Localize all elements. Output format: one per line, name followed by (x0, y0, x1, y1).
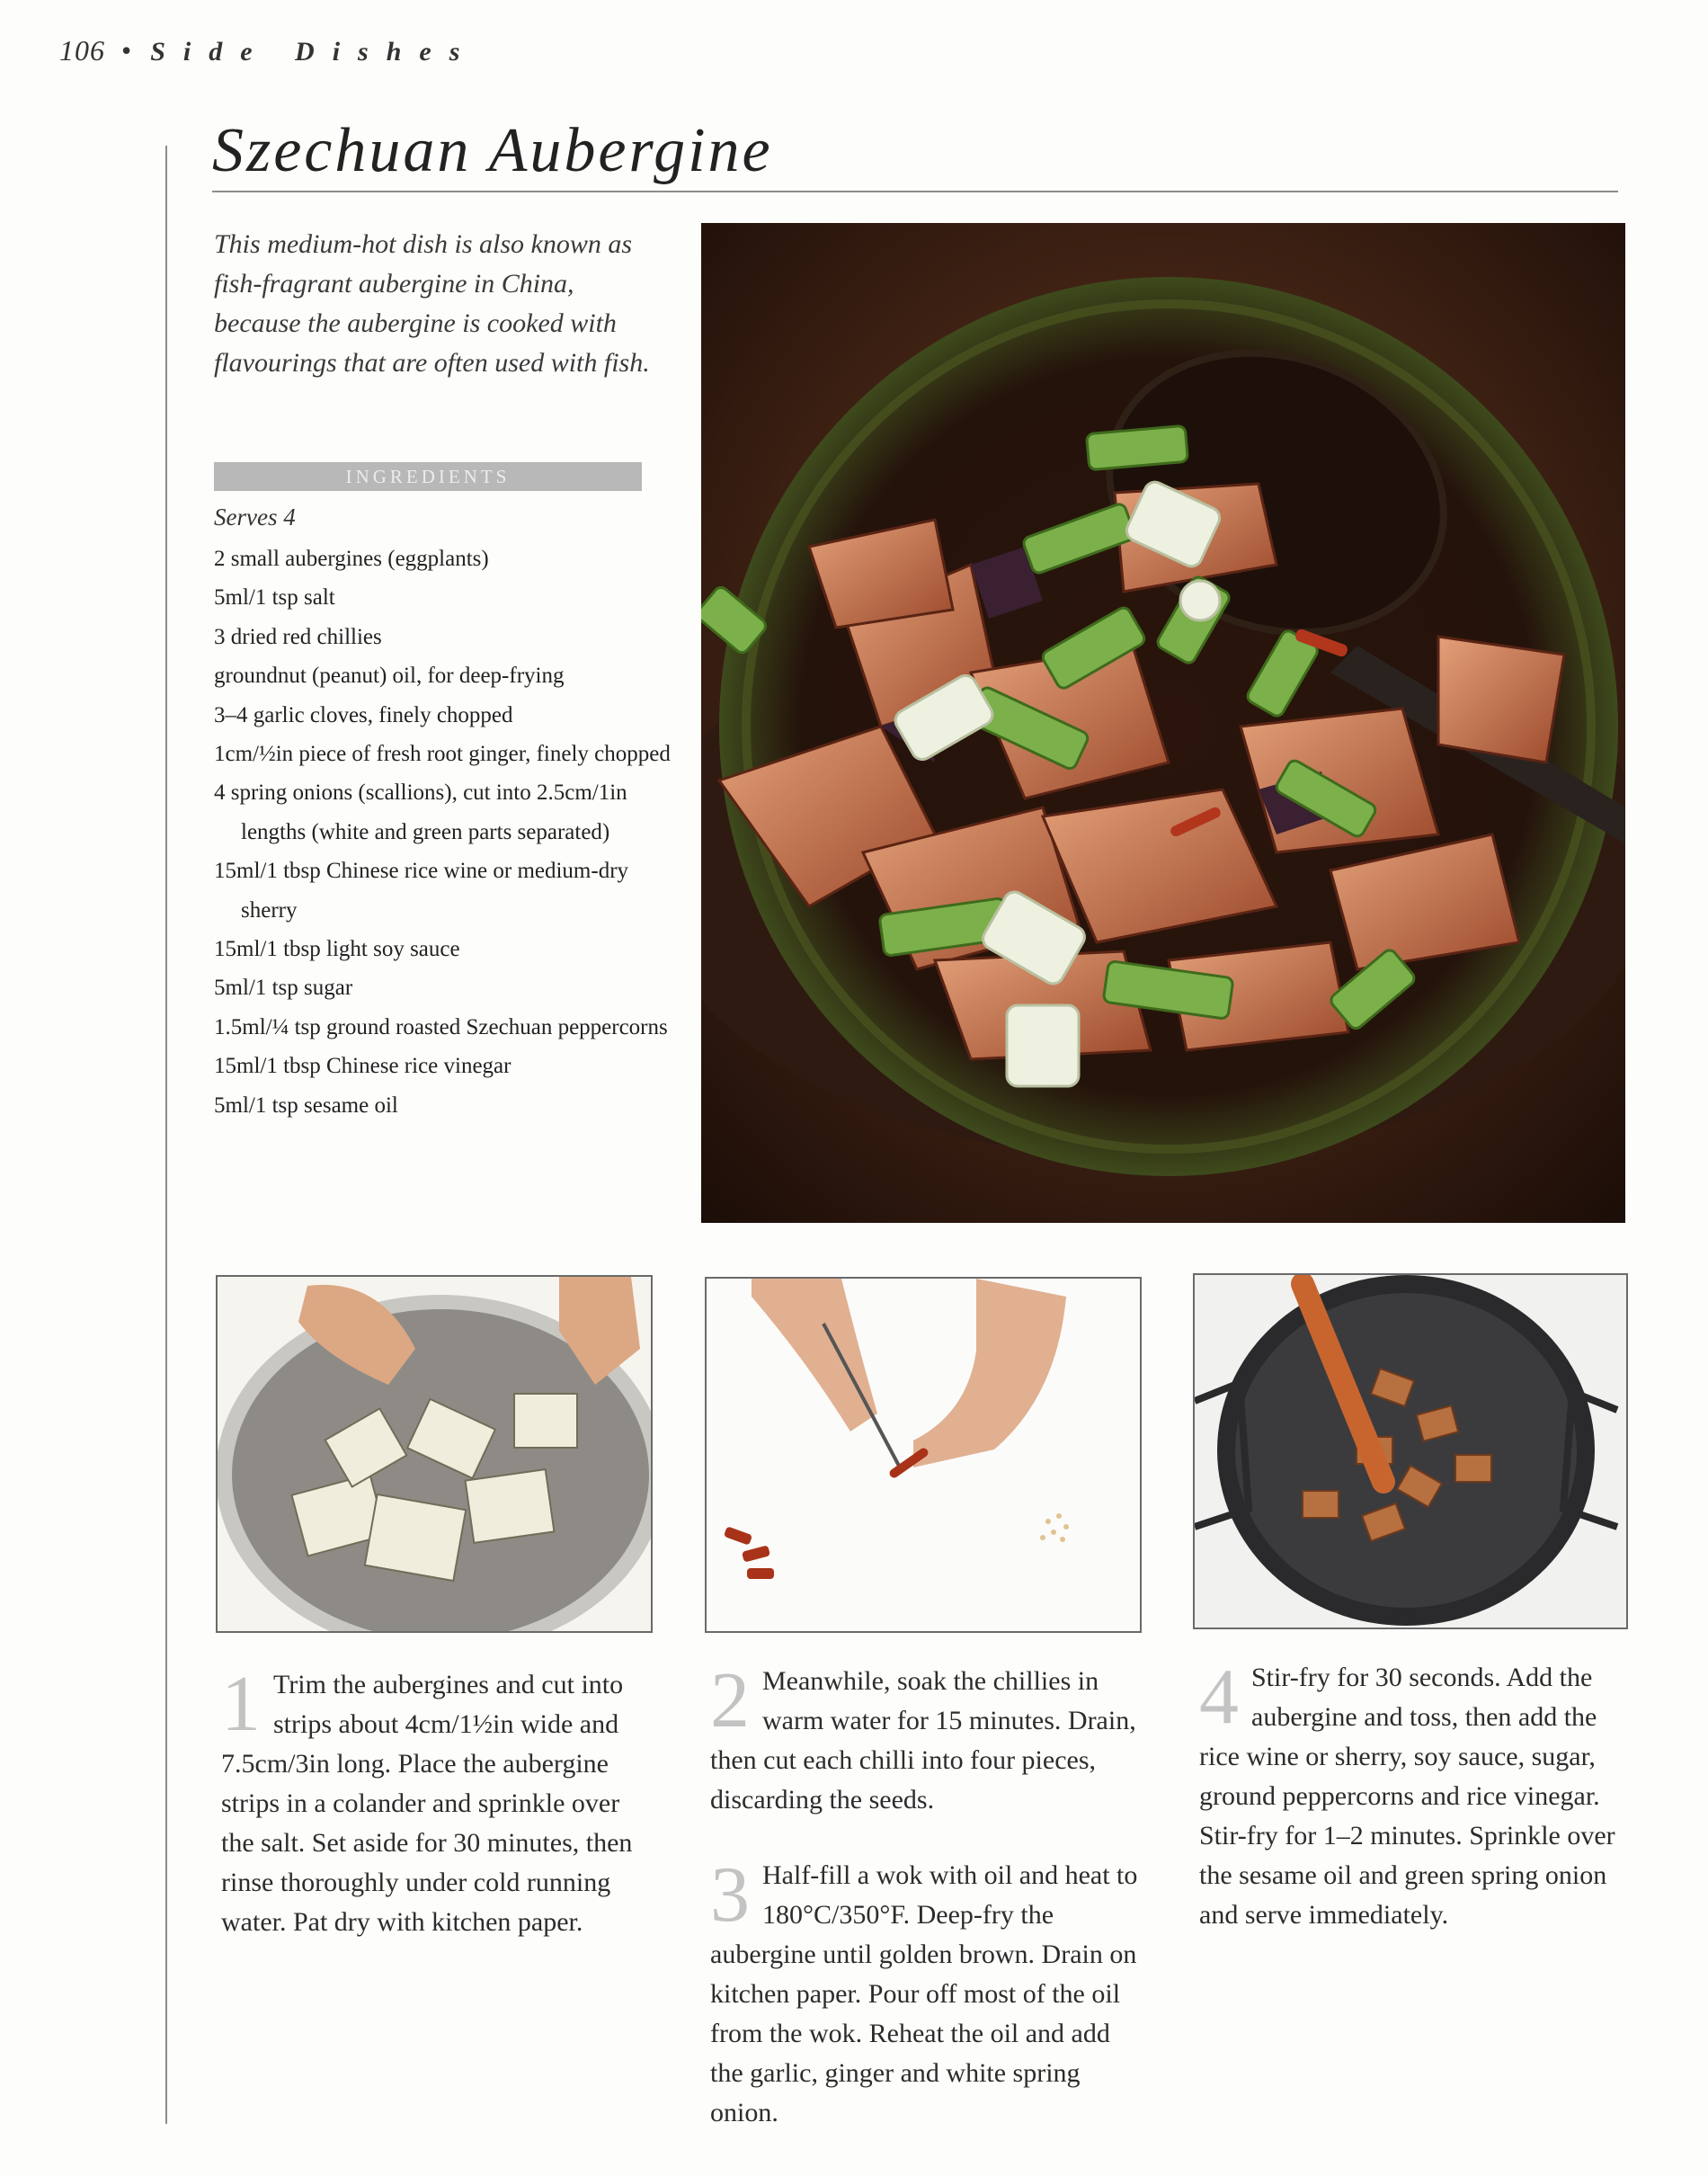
step-3-photo-art (1195, 1275, 1626, 1628)
step-number: 2 (710, 1657, 750, 1744)
step-text: Stir-fry for 30 seconds. Add the aubergine and toss, then add the rice wine or sherry, soy sauce, sugar, ground peppercorns and rice vinegar. Stir-fry for 1–2 minutes. Sprinkle over the sesame oil and green spring onion and serve immediately. (1199, 1663, 1615, 1930)
step-1-photo (216, 1275, 653, 1633)
ingredient-item: 5ml/1 tsp sesame oil (214, 1092, 398, 1118)
step-text: Meanwhile, soak the chillies in warm water for 15 minutes. Drain, then cut each chilli into four pieces, discarding the seeds. (710, 1666, 1136, 1815)
ingredient-item: 5ml/1 tsp sugar (214, 976, 353, 1001)
ingredient-item: 15ml/1 tbsp Chinese rice wine or medium-dry sherry (214, 859, 629, 923)
step-3-photo (1193, 1273, 1628, 1629)
ingredient-item: 15ml/1 tbsp Chinese rice vinegar (214, 1054, 512, 1079)
step-text: Trim the aubergines and cut into strips about 4cm/1½in wide and 7.5cm/3in long. Place the aubergine strips in a colander and sprinkle over the salt. Set aside for 30 minutes, then rinse thoroughly under cold running water. Pat dry with kitchen paper. (221, 1670, 633, 1937)
ingredient-item: groundnut (peanut) oil, for deep-frying (214, 664, 565, 689)
ingredient-item: 3–4 garlic cloves, finely chopped (214, 702, 513, 727)
step-number: 1 (221, 1661, 261, 1748)
ingredients-heading: INGREDIENTS (214, 462, 642, 491)
step-number: 4 (1199, 1654, 1239, 1741)
step-1-photo-art (218, 1277, 651, 1631)
step-2 (710, 1657, 1143, 1820)
margin-rule (165, 146, 167, 2124)
page-number: 106 (59, 34, 105, 67)
hero-photo (701, 223, 1625, 1223)
ingredient-item: 4 spring onions (scallions), cut into 2.5cm/1in lengths (white and green parts separated) (214, 780, 627, 844)
title-rule (212, 191, 1618, 192)
step-3 (710, 1851, 1143, 2133)
step-2-photo (705, 1277, 1142, 1633)
step-text: Half-fill a wok with oil and heat to 180°C/350°F. Deep-fry the aubergine until golden brown. Drain on kitchen paper. Pour off most of the oil from the wok. Reheat the oil and add the garlic, ginger and white spring onion. (710, 1860, 1138, 2127)
step-4 (1199, 1654, 1631, 1935)
ingredient-item: 15ml/1 tbsp light soy sauce (214, 937, 460, 962)
ingredients-list (214, 540, 681, 1125)
running-head (59, 34, 477, 67)
ingredient-item: 2 small aubergines (eggplants) (214, 547, 489, 571)
step-1 (221, 1661, 654, 1942)
ingredient-item: 1.5ml/¼ tsp ground roasted Szechuan peppercorns (214, 1014, 668, 1039)
hero-photo-art (701, 223, 1625, 1223)
ingredient-item: 1cm/½in piece of fresh root ginger, finely chopped (214, 742, 671, 767)
recipe-title: Szechuan Aubergine (212, 116, 773, 185)
step-2-photo-art (707, 1279, 1140, 1631)
ingredient-item: 3 dried red chillies (214, 624, 382, 649)
section-title: Side Dishes (150, 37, 478, 67)
step-number: 3 (710, 1851, 750, 1939)
recipe-intro: This medium-hot dish is also known as fish-fragrant aubergine in China, because the aubergine is cooked with flavourings that are often used with fish. (214, 229, 650, 378)
serves-label: Serves 4 (214, 504, 296, 531)
ingredient-item: 5ml/1 tsp salt (214, 585, 335, 611)
header-separator: • (121, 34, 133, 67)
